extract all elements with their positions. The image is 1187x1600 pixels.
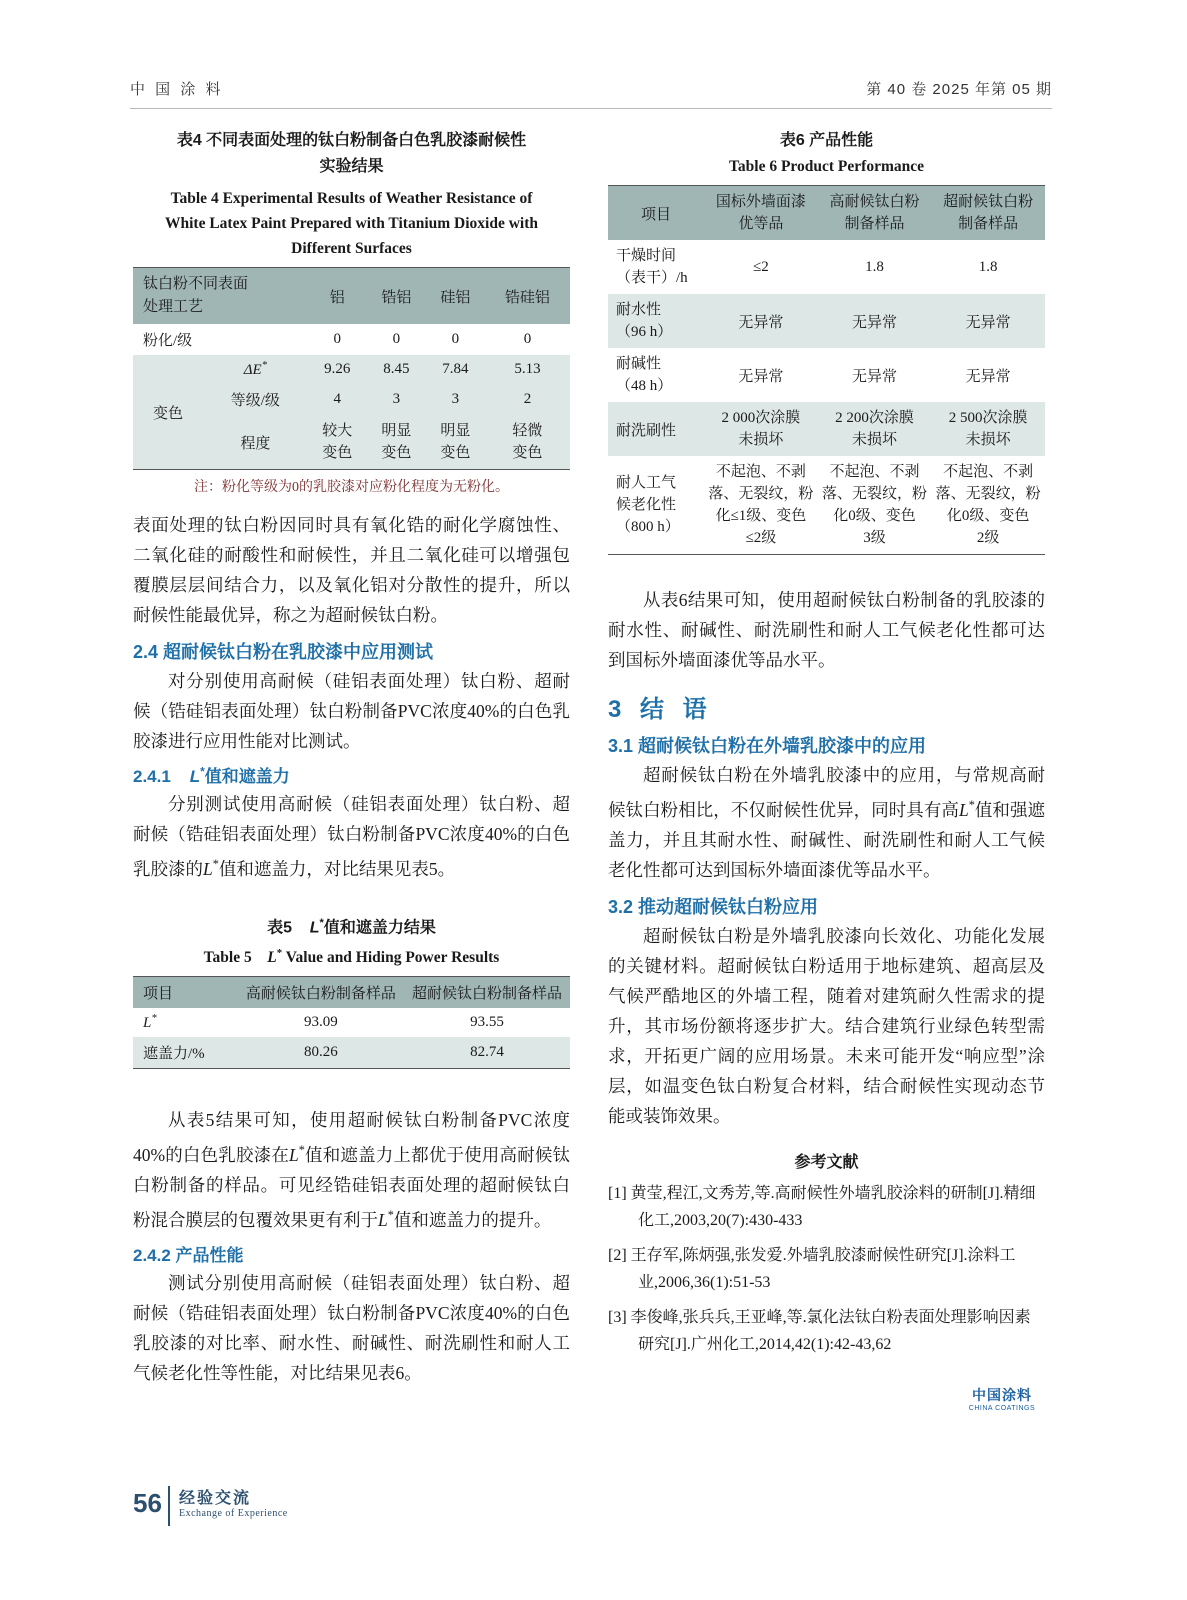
table5 <box>133 976 570 1069</box>
table6-head-col2: 国标外墙面漆 优等品 <box>715 194 806 232</box>
reference-item: [1] 黄莹,程江,文秀芳,等.高耐候性外墙乳胶涂料的研制[J].精细化工,2003,20(7):430-433 <box>608 1184 1036 1229</box>
issue-info: 第 40 卷 2025 年第 05 期 <box>866 81 1052 98</box>
table4-title-cn-2: 实验结果 <box>319 158 384 175</box>
table4-head-col2: 铝 <box>329 289 345 306</box>
table4-r0-label: 粉化/级 <box>143 333 193 349</box>
table5-r0-c1: 93.09 <box>304 1014 338 1031</box>
left-column <box>133 128 570 1388</box>
right-para-3: 超耐候钛白粉是外墙乳胶漆向长效化、功能化发展的关键材料。超耐候钛白粉适用于地标建筑、超高层及气候严酷地区的外墙工程，随着对建筑耐久性需求的提升，其市场份额将逐步扩大。结合建筑行业绿色转型需求，开拓更广阔的应用场景。未来可能开发“响应型”涂层，如温变色钛白粉复合材料，结合耐候性实现动态节能或装饰效果。 <box>608 925 1045 1126</box>
table6-r4-c3: 不起泡、不剥 落、无裂纹，粉 化0级、变色 2级 <box>935 464 1041 546</box>
page-header <box>130 78 1052 112</box>
table6-head-col4: 超耐候钛白粉 制备样品 <box>943 194 1034 232</box>
left-para-3: 分别测试使用高耐候（硅铝表面处理）钛白粉、超耐候（锆硅铝表面处理）钛白粉制备PVC浓度40%的白色乳胶漆的L*值和遮盖力，对比结果见表5。 <box>133 794 570 879</box>
table4-r2-c1: 4 <box>333 391 342 407</box>
right-para-2: 超耐候钛白粉在外墙乳胶漆中的应用，与常规高耐候钛白粉相比，不仅耐候性优异，同时具有高L*值和强遮盖力，并且其耐水性、耐碱性、耐洗刷性和耐人工气候老化性都可达到国标外墙面漆优等品水平。 <box>608 765 1046 880</box>
table4-r0-c4: 0 <box>523 331 532 347</box>
logo-line1: 中国涂料 <box>972 1386 1032 1403</box>
table4-r1-c2: 8.45 <box>383 361 410 377</box>
table6-r4-label: 耐人工气 候老化性 （800 h） <box>616 475 680 535</box>
table4-r3-c1: 较大 变色 <box>322 423 353 461</box>
page-number: 56 <box>133 1488 162 1518</box>
table-row <box>608 294 1045 348</box>
right-column <box>608 128 1046 1412</box>
china-coatings-logo <box>959 1385 1045 1412</box>
table5-r0-label: L* <box>143 1013 157 1032</box>
references-title: 参考文献 <box>794 1153 859 1171</box>
table6-r1-c3: 无异常 <box>965 314 1011 331</box>
table4-head-col4: 硅铝 <box>440 289 471 306</box>
table6-r0-c2: 1.8 <box>865 258 884 275</box>
table4-r1-c1: 9.26 <box>324 361 351 377</box>
table6-r3-c2: 2 200次涂膜 未损坏 <box>835 410 914 448</box>
table6-r3-c3: 2 500次涂膜 未损坏 <box>948 410 1028 448</box>
table6-r0-label: 干燥时间 （表干）/h <box>616 248 688 286</box>
table4-r2-c4: 2 <box>523 391 532 407</box>
footer-section-cn: 经验交流 <box>179 1490 252 1507</box>
table-row <box>133 355 570 384</box>
left-para-4: 从表5结果可知，使用超耐候钛白粉制备PVC浓度40%的白色乳胶漆在L*值和遮盖力上都优于使用高耐候钛白粉制备的样品。可见经锆硅铝表面处理的超耐候钛白粉混合膜层的包覆效果更有利于L*值和遮盖力的提升。 <box>133 1110 571 1230</box>
table6-head-col1: 项目 <box>641 206 672 223</box>
table5-r0-c2: 93.55 <box>470 1014 504 1031</box>
table6-r2-c2: 无异常 <box>852 368 898 385</box>
reference-item: [3] 李俊峰,张兵兵,王亚峰,等.氯化法钛白粉表面处理影响因素研究[J].广州化工,2014,42(1):42-43,62 <box>608 1308 1031 1353</box>
section-2-4-heading: 2.4 超耐候钛白粉在乳胶漆中应用测试 <box>133 642 434 662</box>
table4-r0-c3: 0 <box>451 331 460 347</box>
table6-title-cn: 表6 产品性能 <box>779 132 874 149</box>
table6-header-row <box>608 186 1045 241</box>
left-para-5: 测试分别使用高耐候（硅铝表面处理）钛白粉、超耐候（锆硅铝表面处理）钛白粉制备PVC浓度40%的白色乳胶漆的对比率、耐水性、耐碱性、耐洗刷性和耐人工气候老化性等性能，对比结果见表6。 <box>133 1272 570 1383</box>
table4-r3-c2: 明显 变色 <box>381 423 412 461</box>
table4-head-col5: 锆硅铝 <box>504 289 550 306</box>
table6-r3-label: 耐洗刷性 <box>616 422 677 439</box>
table6-r0-c3: 1.8 <box>978 258 998 275</box>
left-para-2: 对分别使用高耐候（硅铝表面处理）钛白粉、超耐候（锆硅铝表面处理）钛白粉制备PVC浓度40%的白色乳胶漆进行应用性能对比测试。 <box>133 671 570 751</box>
table4-r2-label: 等级/级 <box>230 393 280 409</box>
table5-head-col1: 项目 <box>143 986 174 1003</box>
table4-r1-c4: 5.13 <box>514 361 541 377</box>
table5-title-en: Table 5 L* Value and Hiding Power Results <box>203 947 500 967</box>
table6-r1-c1: 无异常 <box>738 314 784 331</box>
table4-r3-c4: 轻微 变色 <box>512 423 543 461</box>
table4-r2-c3: 3 <box>451 391 460 407</box>
header-divider <box>130 108 1052 109</box>
table5-title-cn: 表5 L*值和遮盖力结果 <box>267 916 436 937</box>
table5-head-col3: 超耐候钛白粉制备样品 <box>411 986 562 1003</box>
table4-note: 注：粉化等级为0的乳胶漆对应粉化程度为无粉化。 <box>194 480 509 495</box>
table5-head-col2: 高耐候钛白粉制备样品 <box>245 986 396 1003</box>
table4-head-col1: 钛白粉不同表面 处理工艺 <box>143 276 249 315</box>
table6-r2-c1: 无异常 <box>738 368 784 385</box>
table4-head-col3: 锆铝 <box>381 289 412 306</box>
table5-caption <box>133 910 570 970</box>
table4-title-cn-1: 表4 不同表面处理的钛白粉制备白色乳胶漆耐候性 <box>176 132 527 149</box>
table6-r0-c1: ≤2 <box>753 258 769 275</box>
table-row <box>133 1037 570 1069</box>
logo-line2: CHINA COATINGS <box>968 1404 1036 1412</box>
page-footer <box>133 1484 433 1530</box>
table4 <box>133 267 570 470</box>
section-3-heading: 3 结 语 <box>608 696 713 723</box>
table6-title-en: Table 6 Product Performance <box>728 158 924 175</box>
reference-item: [2] 王存军,陈炳强,张发爱.外墙乳胶漆耐候性研究[J].涂料工业,2006,36(1):51-53 <box>608 1246 1016 1291</box>
table6-caption <box>608 128 1045 179</box>
table4-r0-c1: 0 <box>333 331 342 347</box>
table6 <box>608 185 1045 555</box>
table4-r2-c2: 3 <box>392 391 401 407</box>
table5-header-row <box>133 977 570 1009</box>
table4-title-en-2: White Latex Paint Prepared with Titanium Dioxide with <box>164 215 539 232</box>
table6-r4-c1: 不起泡、不剥 落、无裂纹，粉 化≤1级、变色 ≤2级 <box>708 464 814 546</box>
table4-r3-c3: 明显 变色 <box>440 423 471 461</box>
logo-area <box>608 1366 1045 1412</box>
section-2-4-2-heading: 2.4.2 产品性能 <box>133 1245 244 1265</box>
footer-section-en: Exchange of Experience <box>179 1508 288 1519</box>
table4-r3-label: 程度 <box>240 435 271 452</box>
table6-r4-c2: 不起泡、不剥 落、无裂纹，粉 化0级、变色 3级 <box>822 464 928 546</box>
table-row <box>608 402 1045 456</box>
table6-head-col3: 高耐候钛白粉 制备样品 <box>829 194 920 232</box>
table6-r3-c1: 2 000次涂膜 未损坏 <box>721 410 801 448</box>
section-3-1-heading: 3.1 超耐候钛白粉在外墙乳胶漆中的应用 <box>608 736 927 756</box>
section-2-4-1-heading: 2.4.1 L*值和遮盖力 <box>133 764 290 786</box>
table5-r1-label: 遮盖力/% <box>143 1046 205 1063</box>
journal-name: 中 国 涂 料 <box>130 81 224 98</box>
table4-r1-label: ΔE* <box>243 360 267 378</box>
table4-group-label: 变色 <box>133 355 203 470</box>
table4-r0-c2: 0 <box>392 331 401 347</box>
table-row <box>133 1008 570 1037</box>
table6-r2-label: 耐碱性 （48 h） <box>616 356 673 394</box>
table-row <box>133 324 570 355</box>
table4-r1-c3: 7.84 <box>442 361 469 377</box>
table-row <box>608 456 1045 555</box>
footer-divider <box>168 1486 170 1526</box>
table4-caption <box>133 128 570 261</box>
table6-r1-label: 耐水性 （96 h） <box>616 302 673 340</box>
table4-header-row <box>133 268 570 325</box>
table-row <box>608 240 1045 294</box>
table4-title-en-1: Table 4 Experimental Results of Weather Resistance of <box>170 190 533 207</box>
table-row <box>608 348 1045 402</box>
right-para-1: 从表6结果可知，使用超耐候钛白粉制备的乳胶漆的耐水性、耐碱性、耐洗刷性和耐人工气候老化性都可达到国标外墙面漆优等品水平。 <box>608 590 1045 670</box>
left-para-1: 表面处理的钛白粉因同时具有氧化锆的耐化学腐蚀性、二氧化硅的耐酸性和耐候性，并且二氧化硅可以增强包覆膜层层间结合力，以及氧化铝对分散性的提升，所以耐候性能最优异，称之为超耐候钛白粉。 <box>133 515 570 625</box>
section-3-2-heading: 3.2 推动超耐候钛白粉应用 <box>608 896 819 917</box>
table5-r1-c2: 82.74 <box>470 1044 504 1061</box>
table4-title-en-3: Different Surfaces <box>291 240 412 257</box>
table6-r1-c2: 无异常 <box>852 314 898 331</box>
table5-r1-c1: 80.26 <box>304 1044 338 1061</box>
table6-r2-c3: 无异常 <box>965 368 1011 385</box>
